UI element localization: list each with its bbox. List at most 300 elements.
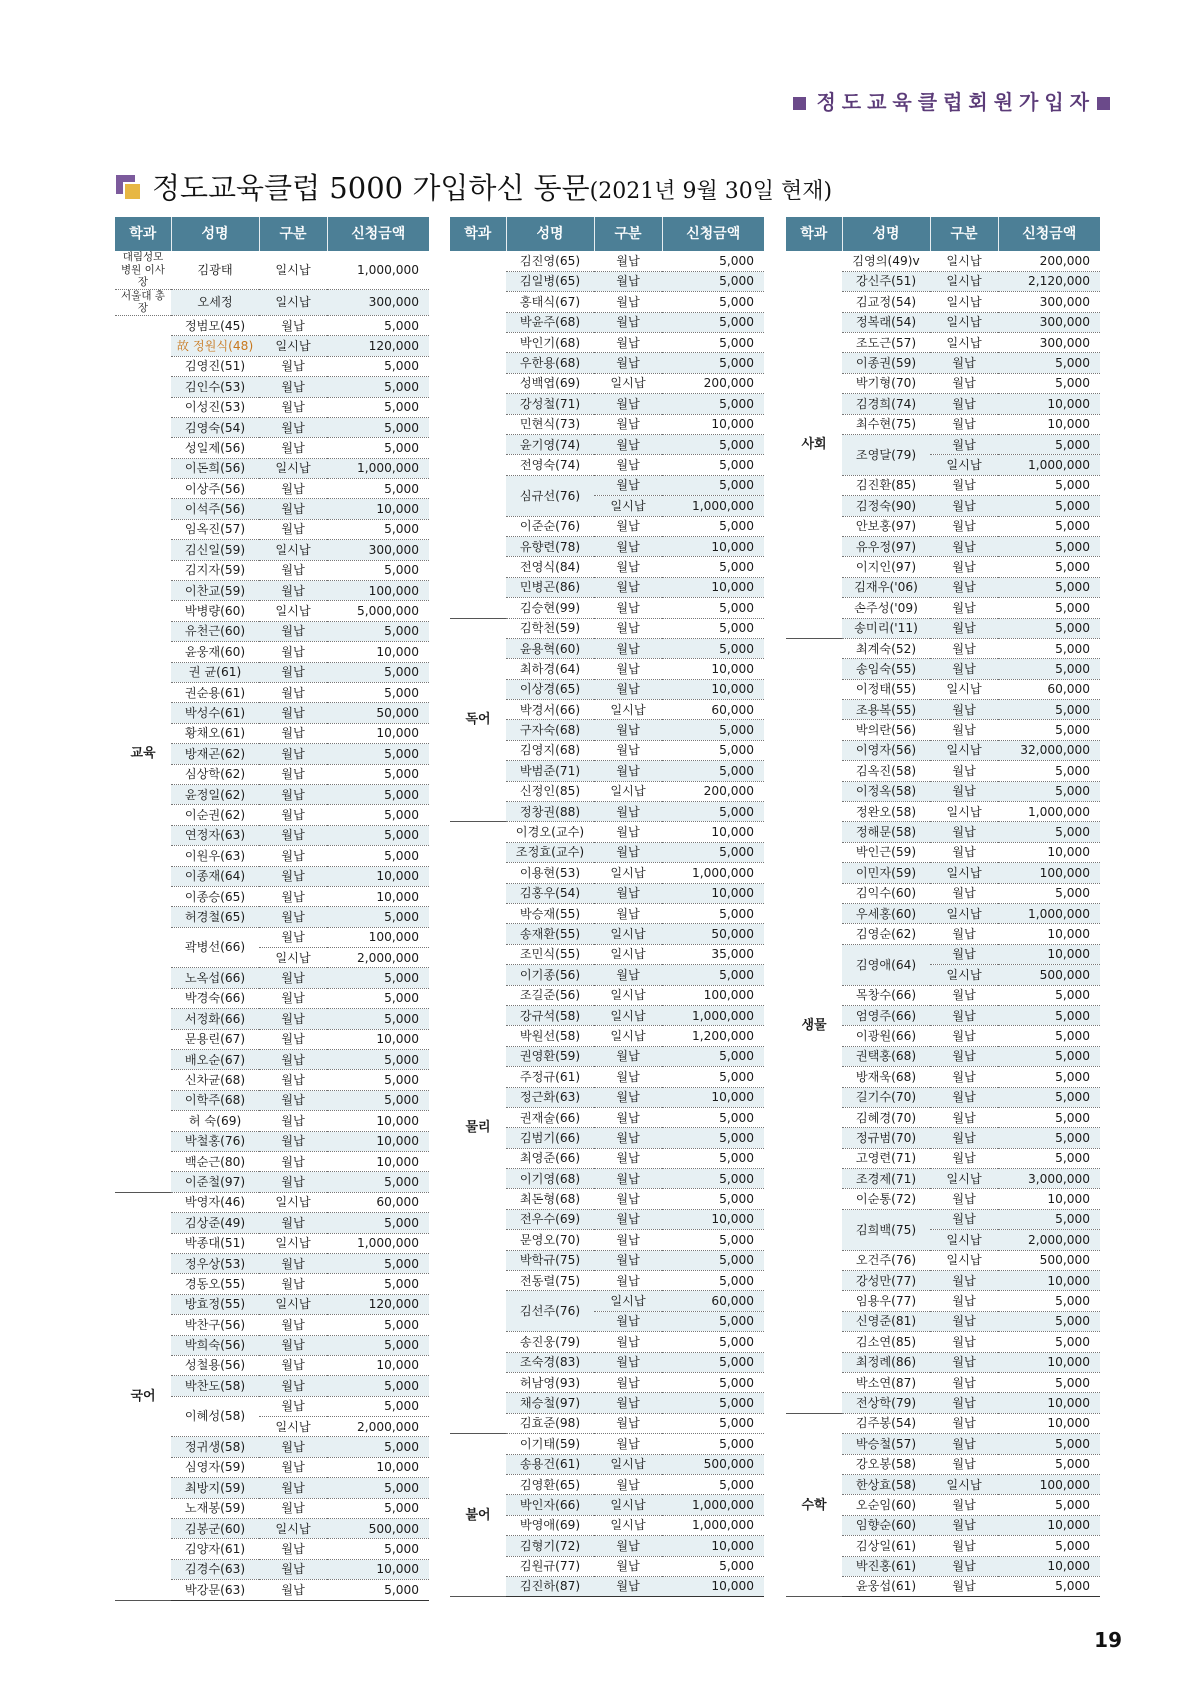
kind-cell: 일시납 [594,1454,662,1474]
amount-cell: 5,000 [998,720,1100,740]
name-cell: 고영련(71) [842,1148,930,1168]
name-cell: 이기영(68) [506,1169,594,1189]
kind-cell: 월납 [259,642,327,662]
name-cell: 박의란(56) [842,720,930,740]
amount-cell: 100,000 [998,863,1100,883]
kind-cell: 월납 [594,1393,662,1413]
kind-cell: 월납 [259,1539,327,1559]
name-cell: 정규범(70) [842,1128,930,1148]
kind-cell: 일시납 [259,336,327,356]
kind-cell: 월납 [594,802,662,822]
kind-cell: 월납 [594,1536,662,1556]
kind-cell: 월납 [594,516,662,536]
amount-cell: 5,000 [662,292,764,312]
name-cell: 김원규(77) [506,1556,594,1576]
kind-cell: 월납 [594,1311,662,1331]
kind-cell: 월납 [930,394,998,414]
amount-cell: 5,000 [998,435,1100,455]
amount-cell: 5,000 [998,883,1100,903]
kind-cell: 월납 [930,924,998,944]
name-cell: 김형기(72) [506,1536,594,1556]
amount-cell: 10,000 [327,1559,429,1579]
name-cell: 이정옥(58) [842,781,930,801]
amount-cell: 5,000 [327,764,429,784]
name-cell: 최계숙(52) [842,638,930,658]
kind-cell: 일시납 [930,251,998,271]
kind-cell: 일시납 [594,985,662,1005]
name-cell: 김진환(85) [842,475,930,495]
amount-cell: 5,000 [327,1478,429,1498]
kind-cell: 월납 [594,659,662,679]
kind-cell: 일시납 [259,1233,327,1253]
amount-cell: 5,000 [662,251,764,271]
kind-cell: 월납 [594,1474,662,1494]
amount-cell: 5,000 [327,479,429,499]
amount-cell: 5,000 [662,1128,764,1148]
amount-cell: 5,000 [662,271,764,291]
name-cell: 이민자(59) [842,863,930,883]
name-cell: 강규석(58) [506,1005,594,1025]
name-cell: 김효준(98) [506,1413,594,1433]
amount-cell: 5,000 [662,965,764,985]
kind-cell: 월납 [594,1209,662,1229]
kind-cell: 월납 [259,744,327,764]
amount-cell: 5,000 [327,784,429,804]
kind-cell: 월납 [259,581,327,601]
amount-cell: 10,000 [662,659,764,679]
kind-cell: 월납 [930,1332,998,1352]
kind-cell: 월납 [930,536,998,556]
amount-cell: 10,000 [998,414,1100,434]
kind-cell: 일시납 [259,1519,327,1539]
title-bullet-icon [116,175,142,201]
amount-cell: 5,000 [327,683,429,703]
amount-cell: 5,000 [327,1376,429,1396]
kind-cell: 월납 [594,251,662,271]
dept-cell: 불어 [450,1434,506,1597]
name-cell: 김홍우(54) [506,883,594,903]
col-header-name: 성명 [506,217,594,251]
kind-cell: 일시납 [594,700,662,720]
kind-cell: 월납 [594,618,662,638]
amount-cell: 10,000 [998,944,1100,964]
table-header-row [450,217,764,251]
name-cell: 김소연(85) [842,1332,930,1352]
amount-cell: 5,000 [327,1539,429,1559]
kind-cell: 일시납 [930,802,998,822]
kind-cell: 일시납 [930,740,998,760]
table-row [450,251,764,271]
kind-cell: 월납 [259,1050,327,1070]
name-cell: 김신일(59) [171,540,259,560]
kind-cell: 월납 [594,333,662,353]
kind-cell: 월납 [930,1209,998,1229]
amount-cell: 10,000 [327,1151,429,1171]
amount-cell: 2,000,000 [998,1230,1100,1250]
name-cell: 임향순(60) [842,1515,930,1535]
kind-cell: 일시납 [594,373,662,393]
amount-cell: 1,000,000 [662,496,764,516]
name-cell: 오건주(76) [842,1250,930,1270]
name-cell: 구자숙(68) [506,720,594,740]
kind-cell: 월납 [259,1498,327,1518]
kind-cell: 월납 [259,1090,327,1110]
name-cell: 김상준(49) [171,1213,259,1233]
name-cell: 임용우(77) [842,1291,930,1311]
kind-cell: 월납 [594,883,662,903]
amount-cell: 10,000 [662,1536,764,1556]
amount-cell: 5,000 [662,312,764,332]
name-cell: 이용현(53) [506,863,594,883]
name-cell: 이종권(59) [842,353,930,373]
name-cell: 우한용(68) [506,353,594,373]
amount-cell: 200,000 [662,781,764,801]
amount-cell: 5,000 [998,1576,1100,1596]
amount-cell: 1,000,000 [998,802,1100,822]
kind-cell: 월납 [259,560,327,580]
dept-cell: 물리 [450,822,506,1434]
amount-cell: 5,000 [662,1311,764,1331]
kind-cell: 월납 [259,1315,327,1335]
donor-table-3 [786,217,1100,1597]
name-cell: 박병량(60) [171,601,259,621]
amount-cell: 5,000 [327,377,429,397]
kind-cell: 월납 [594,740,662,760]
org-cell: 서울대 총장 [115,289,171,315]
name-cell: 박영애(69) [506,1515,594,1535]
amount-cell: 5,000 [998,373,1100,393]
name-cell: 정귀생(58) [171,1437,259,1457]
table-row [786,251,1100,271]
kind-cell: 일시납 [259,948,327,968]
name-cell: 홍태식(67) [506,292,594,312]
amount-cell: 5,000 [662,904,764,924]
kind-cell: 월납 [259,1151,327,1171]
kind-cell: 월납 [930,1046,998,1066]
amount-cell: 5,000 [662,1046,764,1066]
amount-cell: 10,000 [998,842,1100,862]
name-cell: 최돈형(68) [506,1189,594,1209]
amount-cell: 5,000 [998,781,1100,801]
amount-cell: 5,000 [662,1250,764,1270]
kind-cell: 월납 [930,842,998,862]
amount-cell: 5,000 [998,618,1100,638]
kind-cell: 월납 [930,577,998,597]
kind-cell: 월납 [594,1230,662,1250]
kind-cell: 일시납 [259,289,327,315]
name-cell: 신차균(68) [171,1070,259,1090]
amount-cell: 5,000 [998,1026,1100,1046]
name-cell: 유우정(97) [842,536,930,556]
kind-cell: 월납 [594,1128,662,1148]
name-cell: 이원우(63) [171,846,259,866]
amount-cell: 60,000 [662,1291,764,1311]
amount-cell: 5,000 [327,417,429,437]
amount-cell: 10,000 [662,883,764,903]
kind-cell: 월납 [259,1172,327,1192]
name-cell: 김재우('06) [842,577,930,597]
name-cell: 권재술(66) [506,1107,594,1127]
amount-cell: 10,000 [998,924,1100,944]
amount-cell: 5,000 [327,1274,429,1294]
name-cell: 김교정(54) [842,292,930,312]
name-cell: 신정인(85) [506,781,594,801]
kind-cell: 월납 [594,1250,662,1270]
name-cell: 이지인(97) [842,557,930,577]
dept-cell: 사회 [786,251,842,638]
amount-cell: 5,000 [998,1291,1100,1311]
kind-cell: 월납 [259,784,327,804]
kind-cell: 월납 [259,825,327,845]
name-cell: 엄영주(66) [842,1005,930,1025]
kind-cell: 월납 [930,414,998,434]
amount-cell: 5,000 [327,825,429,845]
name-cell: 박경서(66) [506,700,594,720]
dept-cell: 교육 [115,315,171,1192]
name-cell: 이돈희(56) [171,458,259,478]
amount-cell: 5,000 [662,435,764,455]
kind-cell: 월납 [259,1253,327,1273]
name-cell: 방효정(55) [171,1294,259,1314]
kind-cell: 일시납 [930,292,998,312]
name-cell: 송용건(61) [506,1454,594,1474]
name-cell: 최정례(86) [842,1352,930,1372]
kind-cell: 월납 [930,373,998,393]
amount-cell: 5,000 [327,438,429,458]
kind-cell: 월납 [930,1189,998,1209]
amount-cell: 5,000 [998,659,1100,679]
amount-cell: 10,000 [327,1131,429,1151]
kind-cell: 월납 [594,271,662,291]
name-cell: 민병곤(86) [506,577,594,597]
kind-cell: 월납 [594,822,662,842]
kind-cell: 월납 [594,435,662,455]
kind-cell: 월납 [259,1009,327,1029]
page-number: 19 [1094,1628,1122,1652]
kind-cell: 월납 [930,1536,998,1556]
table-row [786,1413,1100,1433]
name-cell: 김경수(63) [171,1559,259,1579]
name-cell: 김광태 [171,251,259,289]
kind-cell: 월납 [594,353,662,373]
name-cell: 오세정 [171,289,259,315]
kind-cell: 월납 [930,1148,998,1168]
amount-cell: 60,000 [662,700,764,720]
name-cell: 손주성('09) [842,598,930,618]
name-cell: 이성진(53) [171,397,259,417]
amount-cell: 5,000 [998,1454,1100,1474]
name-cell: 길기수(70) [842,1087,930,1107]
name-cell: 박승재(55) [506,904,594,924]
col-header-kind: 구분 [594,217,662,251]
kind-cell: 월납 [259,1376,327,1396]
kind-cell: 일시납 [930,455,998,475]
kind-cell: 월납 [594,761,662,781]
dept-cell: 생물 [786,638,842,1413]
name-cell: 조숙경(83) [506,1352,594,1372]
name-cell: 백순근(80) [171,1151,259,1171]
name-cell: 김영숙(54) [171,417,259,437]
name-cell: 조용복(55) [842,700,930,720]
amount-cell: 10,000 [662,577,764,597]
amount-cell: 3,000,000 [998,1169,1100,1189]
kind-cell: 월납 [930,1393,998,1413]
name-cell: 서정화(66) [171,1009,259,1029]
amount-cell: 120,000 [327,1294,429,1314]
kind-cell: 일시납 [930,679,998,699]
name-cell: 방재곤(62) [171,744,259,764]
name-cell: 박인자(66) [506,1495,594,1515]
col-header-name: 성명 [842,217,930,251]
name-cell: 박윤주(68) [506,312,594,332]
name-cell: 김정숙(90) [842,496,930,516]
kind-cell: 월납 [930,1311,998,1331]
kind-cell: 일시납 [930,965,998,985]
kind-cell: 월납 [259,356,327,376]
amount-cell: 5,000 [327,744,429,764]
amount-cell: 500,000 [662,1454,764,1474]
kind-cell: 월납 [930,822,998,842]
name-cell: 권 균(61) [171,662,259,682]
amount-cell: 5,000 [998,1372,1100,1392]
kind-cell: 월납 [930,618,998,638]
kind-cell: 일시납 [594,1026,662,1046]
table-row [115,251,429,289]
amount-cell: 5,000 [327,356,429,376]
kind-cell: 일시납 [594,924,662,944]
name-cell: 우세홍(60) [842,904,930,924]
kind-cell: 월납 [594,475,662,495]
name-cell: 김영진(51) [171,356,259,376]
kind-cell: 일시납 [930,1230,998,1250]
name-cell: 박인근(59) [842,842,930,862]
name-cell: 채승철(97) [506,1393,594,1413]
name-cell: 방재욱(68) [842,1067,930,1087]
amount-cell: 5,000 [662,1067,764,1087]
col-header-amount: 신청금액 [998,217,1100,251]
name-cell: 노재봉(59) [171,1498,259,1518]
name-cell: 김영애(64) [842,944,930,985]
name-cell: 김일병(65) [506,271,594,291]
name-cell: 배오순(67) [171,1050,259,1070]
amount-cell: 5,000 [662,1169,764,1189]
kind-cell: 월납 [259,621,327,641]
kind-cell: 월납 [594,292,662,312]
name-cell: 김경희(74) [842,394,930,414]
amount-cell: 100,000 [662,985,764,1005]
amount-cell: 10,000 [998,1393,1100,1413]
amount-cell: 500,000 [998,965,1100,985]
kind-cell: 일시납 [594,1495,662,1515]
amount-cell: 5,000 [662,516,764,536]
name-cell: 유향련(78) [506,536,594,556]
amount-cell: 10,000 [327,1029,429,1049]
amount-cell: 10,000 [998,1413,1100,1433]
amount-cell: 1,000,000 [662,1005,764,1025]
name-cell: 이순권(62) [171,805,259,825]
amount-cell: 300,000 [327,289,429,315]
kind-cell: 월납 [930,598,998,618]
name-cell: 송임숙(55) [842,659,930,679]
name-cell: 유천근(60) [171,621,259,641]
kind-cell: 월납 [594,414,662,434]
amount-cell: 5,000 [662,740,764,760]
amount-cell: 5,000 [327,621,429,641]
dept-cell [450,251,506,618]
name-cell: 김영환(65) [506,1474,594,1494]
name-cell: 조길준(56) [506,985,594,1005]
amount-cell: 5,000 [662,1393,764,1413]
kind-cell: 월납 [259,988,327,1008]
kind-cell: 월납 [930,1413,998,1433]
name-cell: 김지자(59) [171,560,259,580]
name-cell: 김영지(68) [506,740,594,760]
kind-cell: 월납 [259,1478,327,1498]
amount-cell: 200,000 [998,251,1100,271]
name-cell: 허 숙(69) [171,1111,259,1131]
kind-cell: 월납 [594,557,662,577]
amount-cell: 5,000 [998,353,1100,373]
kind-cell: 월납 [930,1556,998,1576]
amount-cell: 10,000 [327,1355,429,1375]
name-cell: 주정규(61) [506,1067,594,1087]
kind-cell: 월납 [930,557,998,577]
donor-table-2 [450,217,764,1597]
amount-cell: 5,000 [998,1067,1100,1087]
amount-cell: 300,000 [998,312,1100,332]
amount-cell: 200,000 [662,373,764,393]
kind-cell: 월납 [594,1332,662,1352]
amount-cell: 120,000 [327,336,429,356]
kind-cell: 월납 [930,761,998,781]
kind-cell: 월납 [594,1271,662,1291]
kind-cell: 일시납 [930,271,998,291]
kind-cell: 월납 [930,883,998,903]
name-cell: 이학주(68) [171,1090,259,1110]
kind-cell: 월납 [259,927,327,947]
name-cell: 박찬구(56) [171,1315,259,1335]
name-cell: 박원선(58) [506,1026,594,1046]
kind-cell: 월납 [930,1026,998,1046]
amount-cell: 2,000,000 [327,1417,429,1437]
amount-cell: 10,000 [998,1189,1100,1209]
amount-cell: 5,000 [662,618,764,638]
name-cell: 박범준(71) [506,761,594,781]
amount-cell: 5,000 [327,805,429,825]
name-cell: 조경제(71) [842,1169,930,1189]
amount-cell: 10,000 [327,1111,429,1131]
amount-cell: 10,000 [998,1352,1100,1372]
name-cell: 박승철(57) [842,1434,930,1454]
kind-cell: 월납 [259,805,327,825]
kind-cell: 월납 [930,1128,998,1148]
amount-cell: 500,000 [327,1519,429,1539]
name-cell: 윤웅재(60) [171,642,259,662]
amount-cell: 5,000 [327,1396,429,1416]
name-cell: 윤기영(74) [506,435,594,455]
amount-cell: 10,000 [327,499,429,519]
kind-cell: 월납 [259,1131,327,1151]
dept-cell: 수학 [786,1413,842,1597]
amount-cell: 5,000 [327,1050,429,1070]
amount-cell: 100,000 [998,1474,1100,1494]
amount-cell: 5,000 [327,662,429,682]
amount-cell: 5,000 [662,1556,764,1576]
name-cell: 이찬교(59) [171,581,259,601]
amount-cell: 10,000 [327,866,429,886]
amount-cell: 5,000 [998,761,1100,781]
name-cell: 허남영(93) [506,1372,594,1392]
